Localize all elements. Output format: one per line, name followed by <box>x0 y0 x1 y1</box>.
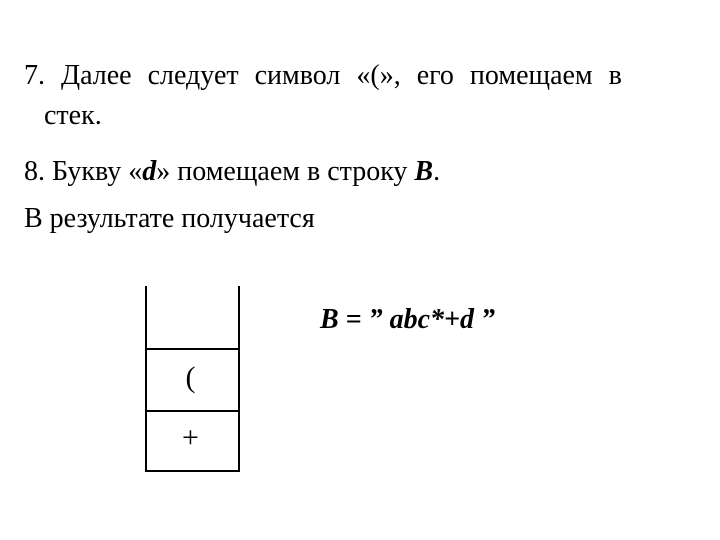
result-string: B = ” abc*+d ” <box>320 304 496 335</box>
step-8-text-middle: » помещаем в строку <box>156 156 415 187</box>
stack-cell-plus-label: + <box>182 421 199 454</box>
stack-cell-plus <box>147 410 238 470</box>
step-8-text-end: . <box>433 156 441 187</box>
step-7-paragraph <box>24 56 688 136</box>
letter-d: d <box>142 156 157 187</box>
step-7-line-1: 7. Далее следует символ «(», его помещаем в <box>24 60 622 91</box>
stack-cell-paren <box>147 348 238 412</box>
step-8-paragraph <box>24 152 440 192</box>
result-intro-text: В результате получается <box>24 203 315 234</box>
step-8-text-start: 8. Букву « <box>24 156 143 187</box>
step-7-line-2: стек. <box>44 100 102 131</box>
string-variable-b: B <box>414 156 434 187</box>
stack-cell-paren-label: ( <box>185 361 196 394</box>
stack-diagram <box>145 286 240 472</box>
